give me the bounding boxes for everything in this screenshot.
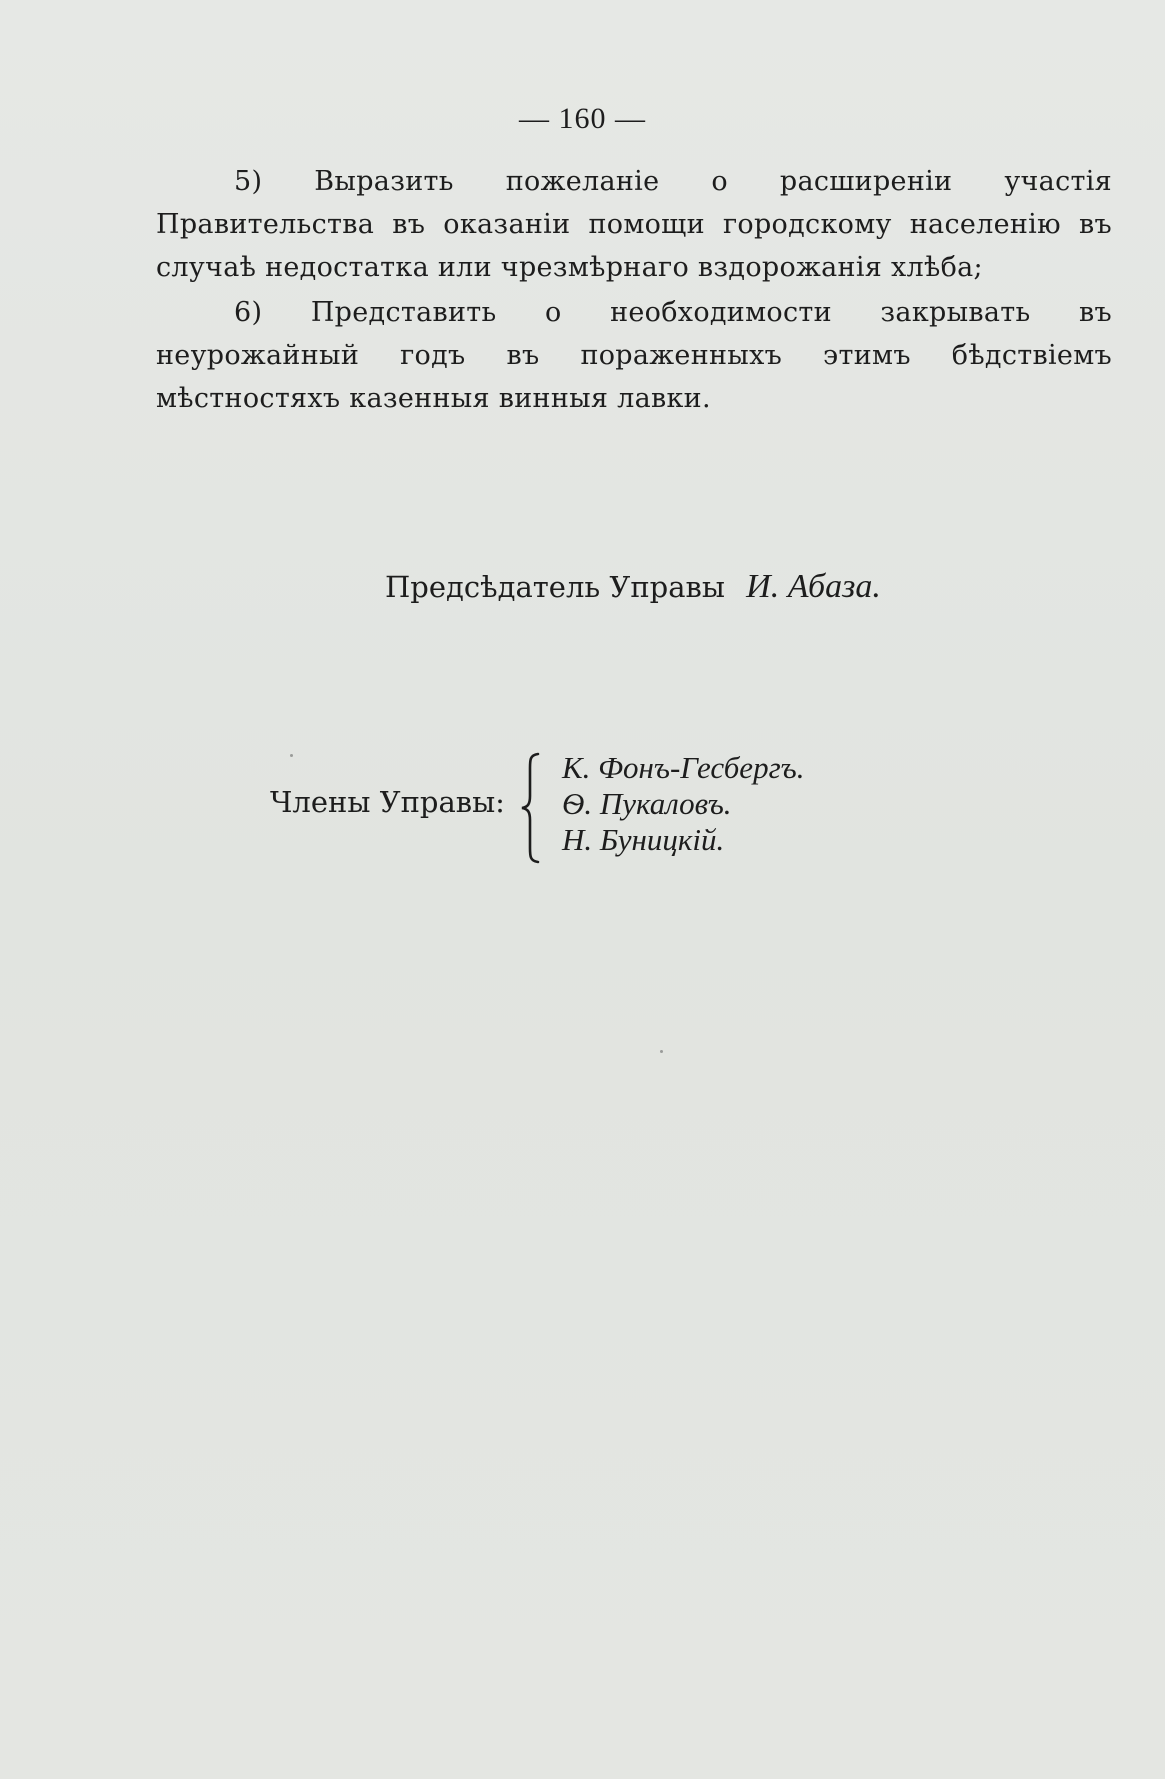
member-name: Н. Буницкій.: [562, 822, 725, 857]
chairman-line: [385, 568, 881, 606]
paragraph-5: 5) Выразить пожеланіе о расширеніи участія Правительства въ оказаніи помощи городскому населенію въ случаѣ недостатка или чрезмѣрнаго вздорожанія хлѣба;: [156, 166, 1112, 283]
members-label: Члены Управы:: [270, 785, 505, 819]
ink-speck: [290, 754, 293, 757]
curly-brace-icon: [520, 752, 542, 864]
member-name: Ѳ. Пукаловъ.: [562, 786, 732, 821]
chairman-signature: И. Абаза.: [746, 568, 881, 605]
paragraph-6: 6) Представить о необходимости закрывать въ неурожайный годъ въ пораженныхъ этимъ бѣдствіемъ мѣстностяхъ казенныя винныя лавки.: [156, 297, 1112, 414]
page-number: — 160 —: [519, 102, 646, 135]
member-name: К. Фонъ-Гесбергъ.: [562, 750, 805, 785]
chairman-label: Предсѣдатель Управы: [385, 570, 725, 604]
ink-speck: [660, 1050, 663, 1053]
